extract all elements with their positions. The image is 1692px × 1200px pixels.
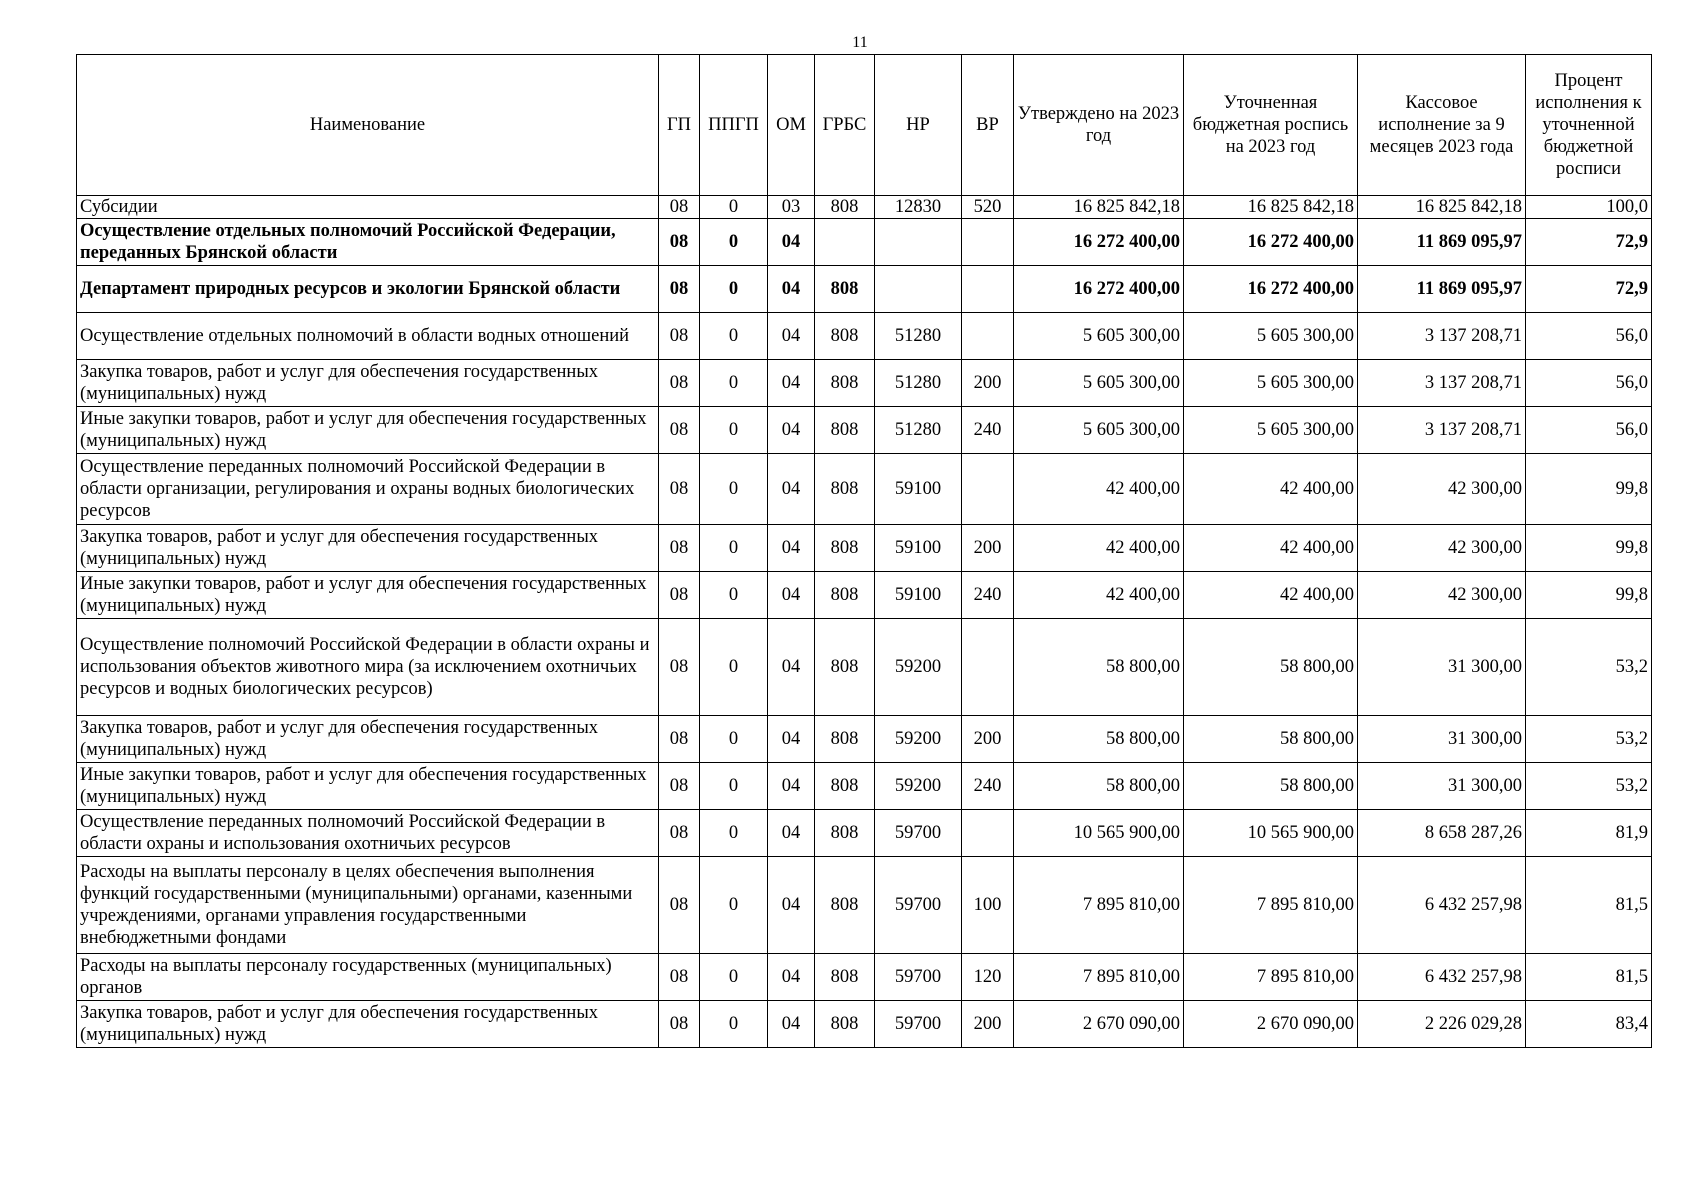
cell-vr: 200 [962, 716, 1014, 763]
cell-cash: 31 300,00 [1358, 619, 1526, 716]
cell-percent: 72,9 [1526, 219, 1652, 266]
table-row [77, 810, 1652, 857]
cell-om: 04 [768, 857, 815, 954]
cell-approved: 7 895 810,00 [1014, 954, 1184, 1001]
cell-refined: 16 272 400,00 [1184, 219, 1358, 266]
table-row [77, 407, 1652, 454]
cell-vr [962, 810, 1014, 857]
cell-grbs: 808 [815, 407, 875, 454]
cell-grbs: 808 [815, 763, 875, 810]
cell-ppgp: 0 [700, 954, 768, 1001]
cell-nr [875, 219, 962, 266]
cell-vr: 240 [962, 763, 1014, 810]
cell-refined: 7 895 810,00 [1184, 954, 1358, 1001]
cell-ppgp: 0 [700, 219, 768, 266]
cell-grbs: 808 [815, 857, 875, 954]
cell-ppgp: 0 [700, 763, 768, 810]
cell-vr: 240 [962, 407, 1014, 454]
cell-cash: 42 300,00 [1358, 572, 1526, 619]
cell-cash: 11 869 095,97 [1358, 219, 1526, 266]
cell-vr [962, 266, 1014, 313]
cell-nr: 51280 [875, 407, 962, 454]
cell-name: Осуществление отдельных полномочий Российской Федерации, переданных Брянской области [77, 219, 659, 266]
cell-percent: 81,9 [1526, 810, 1652, 857]
cell-om: 04 [768, 266, 815, 313]
budget-execution-table [76, 54, 1652, 1048]
cell-om: 04 [768, 219, 815, 266]
cell-gp: 08 [659, 360, 700, 407]
header-row [77, 55, 1652, 196]
cell-name: Расходы на выплаты персоналу государственных (муниципальных) органов [77, 954, 659, 1001]
cell-gp: 08 [659, 525, 700, 572]
cell-grbs: 808 [815, 572, 875, 619]
cell-gp: 08 [659, 954, 700, 1001]
cell-nr: 59200 [875, 763, 962, 810]
cell-gp: 08 [659, 619, 700, 716]
cell-percent: 56,0 [1526, 313, 1652, 360]
cell-approved: 42 400,00 [1014, 454, 1184, 525]
cell-approved: 10 565 900,00 [1014, 810, 1184, 857]
cell-nr: 59100 [875, 525, 962, 572]
cell-cash: 3 137 208,71 [1358, 313, 1526, 360]
cell-ppgp: 0 [700, 525, 768, 572]
cell-vr [962, 313, 1014, 360]
cell-cash: 2 226 029,28 [1358, 1001, 1526, 1048]
cell-approved: 58 800,00 [1014, 763, 1184, 810]
cell-percent: 81,5 [1526, 954, 1652, 1001]
table-row [77, 763, 1652, 810]
cell-approved: 16 825 842,18 [1014, 196, 1184, 219]
cell-approved: 42 400,00 [1014, 572, 1184, 619]
cell-vr: 200 [962, 525, 1014, 572]
cell-approved: 5 605 300,00 [1014, 313, 1184, 360]
cell-grbs: 808 [815, 619, 875, 716]
cell-om: 04 [768, 360, 815, 407]
cell-refined: 10 565 900,00 [1184, 810, 1358, 857]
cell-name: Иные закупки товаров, работ и услуг для обеспечения государственных (муниципальных) нужд [77, 572, 659, 619]
header-cash: Кассовое исполнение за 9 месяцев 2023 года [1358, 55, 1526, 196]
cell-grbs: 808 [815, 266, 875, 313]
cell-grbs: 808 [815, 525, 875, 572]
cell-om: 04 [768, 454, 815, 525]
cell-nr: 59100 [875, 572, 962, 619]
cell-gp: 08 [659, 196, 700, 219]
cell-vr: 520 [962, 196, 1014, 219]
cell-name: Закупка товаров, работ и услуг для обеспечения государственных (муниципальных) нужд [77, 716, 659, 763]
cell-grbs: 808 [815, 1001, 875, 1048]
header-om: ОМ [768, 55, 815, 196]
header-nr: НР [875, 55, 962, 196]
cell-refined: 42 400,00 [1184, 454, 1358, 525]
cell-ppgp: 0 [700, 619, 768, 716]
cell-gp: 08 [659, 857, 700, 954]
cell-om: 04 [768, 810, 815, 857]
table-row [77, 857, 1652, 954]
cell-nr: 12830 [875, 196, 962, 219]
cell-gp: 08 [659, 716, 700, 763]
cell-refined: 5 605 300,00 [1184, 360, 1358, 407]
cell-cash: 6 432 257,98 [1358, 857, 1526, 954]
cell-gp: 08 [659, 572, 700, 619]
cell-percent: 99,8 [1526, 525, 1652, 572]
cell-grbs: 808 [815, 716, 875, 763]
cell-name: Иные закупки товаров, работ и услуг для обеспечения государственных (муниципальных) нужд [77, 407, 659, 454]
cell-grbs: 808 [815, 196, 875, 219]
cell-ppgp: 0 [700, 454, 768, 525]
table-row [77, 360, 1652, 407]
cell-cash: 31 300,00 [1358, 763, 1526, 810]
cell-om: 03 [768, 196, 815, 219]
cell-grbs: 808 [815, 360, 875, 407]
cell-ppgp: 0 [700, 572, 768, 619]
cell-refined: 58 800,00 [1184, 619, 1358, 716]
cell-cash: 6 432 257,98 [1358, 954, 1526, 1001]
cell-vr: 100 [962, 857, 1014, 954]
header-approved: Утверждено на 2023 год [1014, 55, 1184, 196]
table-row [77, 219, 1652, 266]
header-percent: Процент исполнения к уточненной бюджетной росписи [1526, 55, 1652, 196]
cell-vr [962, 619, 1014, 716]
cell-vr [962, 219, 1014, 266]
cell-vr: 120 [962, 954, 1014, 1001]
cell-nr: 59100 [875, 454, 962, 525]
cell-grbs: 808 [815, 810, 875, 857]
header-ppgp: ППГП [700, 55, 768, 196]
cell-approved: 5 605 300,00 [1014, 407, 1184, 454]
cell-gp: 08 [659, 313, 700, 360]
cell-approved: 42 400,00 [1014, 525, 1184, 572]
cell-gp: 08 [659, 266, 700, 313]
table-row [77, 619, 1652, 716]
cell-nr [875, 266, 962, 313]
cell-om: 04 [768, 763, 815, 810]
header-name: Наименование [77, 55, 659, 196]
cell-approved: 2 670 090,00 [1014, 1001, 1184, 1048]
cell-nr: 51280 [875, 313, 962, 360]
cell-gp: 08 [659, 219, 700, 266]
table-row [77, 454, 1652, 525]
cell-om: 04 [768, 572, 815, 619]
cell-name: Закупка товаров, работ и услуг для обеспечения государственных (муниципальных) нужд [77, 525, 659, 572]
cell-gp: 08 [659, 810, 700, 857]
cell-percent: 53,2 [1526, 716, 1652, 763]
cell-grbs: 808 [815, 954, 875, 1001]
cell-ppgp: 0 [700, 810, 768, 857]
cell-cash: 42 300,00 [1358, 454, 1526, 525]
cell-cash: 42 300,00 [1358, 525, 1526, 572]
table-row [77, 716, 1652, 763]
cell-vr [962, 454, 1014, 525]
cell-refined: 5 605 300,00 [1184, 407, 1358, 454]
cell-percent: 53,2 [1526, 763, 1652, 810]
cell-name: Субсидии [77, 196, 659, 219]
cell-percent: 56,0 [1526, 360, 1652, 407]
cell-name: Закупка товаров, работ и услуг для обеспечения государственных (муниципальных) нужд [77, 1001, 659, 1048]
cell-refined: 58 800,00 [1184, 763, 1358, 810]
cell-approved: 58 800,00 [1014, 619, 1184, 716]
cell-cash: 16 825 842,18 [1358, 196, 1526, 219]
cell-approved: 16 272 400,00 [1014, 219, 1184, 266]
cell-ppgp: 0 [700, 266, 768, 313]
cell-nr: 59200 [875, 716, 962, 763]
cell-nr: 59700 [875, 1001, 962, 1048]
cell-name: Иные закупки товаров, работ и услуг для обеспечения государственных (муниципальных) нужд [77, 763, 659, 810]
cell-om: 04 [768, 1001, 815, 1048]
cell-gp: 08 [659, 763, 700, 810]
cell-om: 04 [768, 525, 815, 572]
cell-refined: 5 605 300,00 [1184, 313, 1358, 360]
table-row [77, 266, 1652, 313]
cell-grbs: 808 [815, 313, 875, 360]
cell-approved: 5 605 300,00 [1014, 360, 1184, 407]
cell-cash: 3 137 208,71 [1358, 407, 1526, 454]
cell-percent: 99,8 [1526, 572, 1652, 619]
header-refined: Уточненная бюджетная роспись на 2023 год [1184, 55, 1358, 196]
cell-nr: 59700 [875, 857, 962, 954]
cell-refined: 2 670 090,00 [1184, 1001, 1358, 1048]
cell-refined: 16 825 842,18 [1184, 196, 1358, 219]
cell-cash: 11 869 095,97 [1358, 266, 1526, 313]
table-row [77, 525, 1652, 572]
table-row [77, 196, 1652, 219]
cell-name: Департамент природных ресурсов и экологии Брянской области [77, 266, 659, 313]
cell-ppgp: 0 [700, 1001, 768, 1048]
page-number: 11 [852, 34, 868, 51]
cell-gp: 08 [659, 454, 700, 525]
cell-name: Расходы на выплаты персоналу в целях обеспечения выполнения функций государственными (муниципальными) органами, казенными учреждениями, органами управления государственными внебюджетными фондами [77, 857, 659, 954]
cell-approved: 16 272 400,00 [1014, 266, 1184, 313]
table-body [77, 196, 1652, 1048]
cell-cash: 8 658 287,26 [1358, 810, 1526, 857]
cell-grbs [815, 219, 875, 266]
cell-name: Осуществление переданных полномочий Российской Федерации в области организации, регулирования и охраны водных биологических ресурсов [77, 454, 659, 525]
cell-nr: 59700 [875, 810, 962, 857]
cell-om: 04 [768, 619, 815, 716]
cell-nr: 59200 [875, 619, 962, 716]
cell-nr: 59700 [875, 954, 962, 1001]
cell-om: 04 [768, 407, 815, 454]
cell-name: Осуществление полномочий Российской Федерации в области охраны и использования объектов животного мира (за исключением охотничьих ресурсов и водных биологических ресурсов) [77, 619, 659, 716]
cell-ppgp: 0 [700, 360, 768, 407]
table-row [77, 954, 1652, 1001]
cell-cash: 31 300,00 [1358, 716, 1526, 763]
cell-ppgp: 0 [700, 313, 768, 360]
cell-refined: 7 895 810,00 [1184, 857, 1358, 954]
cell-om: 04 [768, 954, 815, 1001]
cell-vr: 200 [962, 1001, 1014, 1048]
cell-refined: 42 400,00 [1184, 525, 1358, 572]
cell-vr: 240 [962, 572, 1014, 619]
cell-percent: 53,2 [1526, 619, 1652, 716]
cell-name: Осуществление переданных полномочий Российской Федерации в области охраны и использования охотничьих ресурсов [77, 810, 659, 857]
cell-ppgp: 0 [700, 196, 768, 219]
cell-percent: 81,5 [1526, 857, 1652, 954]
header-vr: ВР [962, 55, 1014, 196]
cell-gp: 08 [659, 407, 700, 454]
cell-percent: 100,0 [1526, 196, 1652, 219]
cell-percent: 83,4 [1526, 1001, 1652, 1048]
cell-percent: 72,9 [1526, 266, 1652, 313]
table-row [77, 572, 1652, 619]
cell-gp: 08 [659, 1001, 700, 1048]
cell-cash: 3 137 208,71 [1358, 360, 1526, 407]
cell-ppgp: 0 [700, 857, 768, 954]
cell-nr: 51280 [875, 360, 962, 407]
cell-approved: 7 895 810,00 [1014, 857, 1184, 954]
cell-refined: 58 800,00 [1184, 716, 1358, 763]
cell-vr: 200 [962, 360, 1014, 407]
cell-percent: 99,8 [1526, 454, 1652, 525]
cell-ppgp: 0 [700, 407, 768, 454]
header-gp: ГП [659, 55, 700, 196]
cell-name: Осуществление отдельных полномочий в области водных отношений [77, 313, 659, 360]
cell-ppgp: 0 [700, 716, 768, 763]
cell-name: Закупка товаров, работ и услуг для обеспечения государственных (муниципальных) нужд [77, 360, 659, 407]
cell-om: 04 [768, 313, 815, 360]
cell-refined: 42 400,00 [1184, 572, 1358, 619]
cell-grbs: 808 [815, 454, 875, 525]
cell-percent: 56,0 [1526, 407, 1652, 454]
table-row [77, 313, 1652, 360]
table-row [77, 1001, 1652, 1048]
cell-approved: 58 800,00 [1014, 716, 1184, 763]
cell-om: 04 [768, 716, 815, 763]
cell-refined: 16 272 400,00 [1184, 266, 1358, 313]
header-grbs: ГРБС [815, 55, 875, 196]
